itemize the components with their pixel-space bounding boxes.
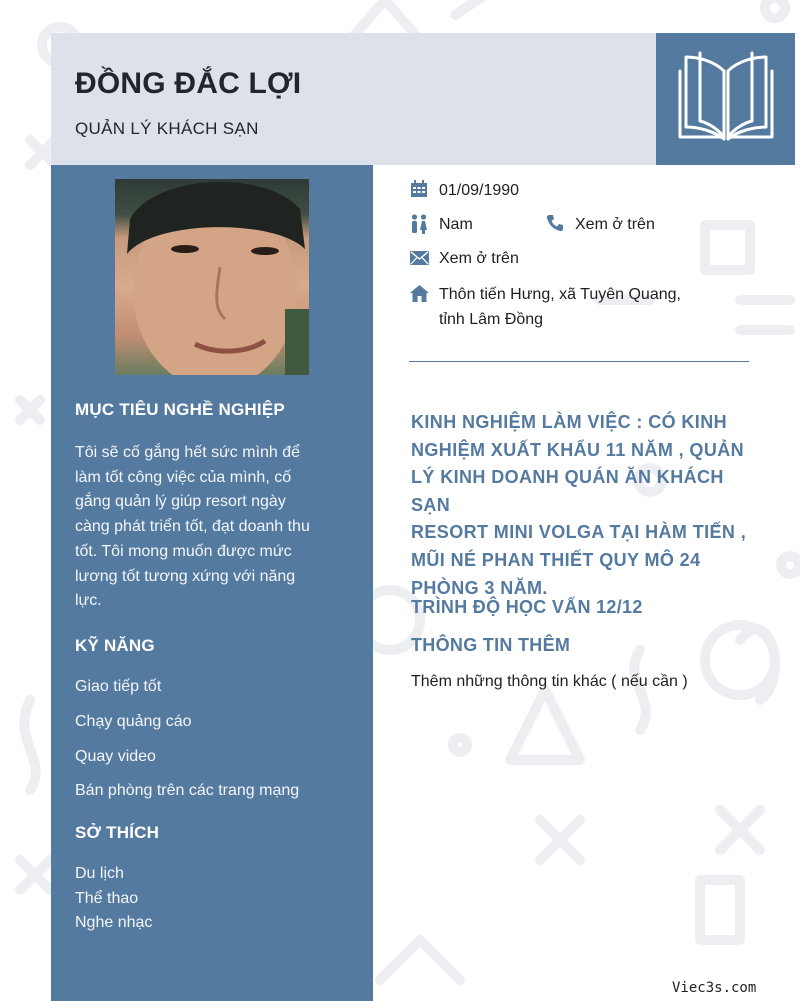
phone-icon [546, 214, 564, 232]
candidate-name: ĐỒNG ĐẮC LỢI [75, 67, 302, 100]
objective-line: Tôi sẽ cố gắng hết sức mình để [75, 444, 301, 461]
objective-text [75, 441, 336, 614]
skill-item: Giao tiếp tốt [75, 678, 162, 695]
objective-line: càng phát triển tốt, đạt doanh thu [75, 518, 310, 536]
experience-line: PHÒNG 3 NĂM. [411, 577, 548, 598]
watermark: Viec3s.com [672, 980, 757, 996]
book-icon-box [656, 33, 795, 165]
sidebar [51, 165, 373, 1001]
header-bar [51, 33, 656, 165]
hobby-item: Du lịch [75, 865, 124, 882]
address-line: tỉnh Lâm Đồng [439, 311, 544, 328]
skill-item: Quay video [75, 748, 156, 765]
experience-line: KINH NGHIỆM LÀM VIỆC : CÓ KINH [411, 412, 727, 432]
skill-item: Bán phòng trên các trang mạng [75, 782, 300, 799]
home-icon [410, 285, 429, 302]
experience-line: MŨI NÉ PHAN THIẾT QUY MÔ 24 [411, 549, 701, 570]
objective-line: làm tốt công việc của mình, cố [75, 468, 292, 486]
gender: Nam [439, 216, 473, 233]
objective-line: lương tốt tương xứng với năng [75, 567, 296, 585]
extra-info-heading: THÔNG TIN THÊM [411, 635, 571, 655]
hobby-item: Nghe nhạc [75, 914, 153, 931]
experience-line: RESORT MINI VOLGA TẠI HÀM TIẾN , [411, 522, 747, 543]
section-divider [409, 361, 749, 362]
hobbies-heading: SỞ THÍCH [75, 823, 160, 842]
hobby-item: Thể thao [75, 890, 139, 907]
phone: Xem ở trên [575, 216, 655, 233]
birthday: 01/09/1990 [439, 182, 520, 199]
email-icon [410, 251, 429, 265]
education-heading: TRÌNH ĐỘ HỌC VẤN 12/12 [411, 597, 643, 617]
gender-icon [410, 214, 428, 234]
experience-text [411, 409, 761, 602]
objective-line: gắng quản lý giúp resort ngày [75, 493, 286, 511]
address-line: Thôn tiến Hưng, xã Tuyên Quang, [439, 286, 681, 303]
extra-info-text: Thêm những thông tin khác ( nếu cần ) [411, 673, 688, 690]
objective-heading: MỤC TIÊU NGHỀ NGHIỆP [75, 400, 285, 419]
skill-item: Chạy quảng cáo [75, 713, 192, 730]
experience-line: LÝ KINH DOANH QUÁN ĂN KHÁCH SẠN [411, 467, 724, 515]
profile-photo [115, 179, 309, 375]
book-icon [678, 51, 774, 143]
skills-heading: KỸ NĂNG [75, 636, 155, 655]
objective-line: tốt. Tôi mong muốn được mức [75, 542, 292, 560]
job-title: QUẢN LÝ KHÁCH SẠN [75, 119, 259, 138]
calendar-icon [410, 180, 428, 198]
objective-line: lực. [75, 592, 102, 610]
email: Xem ở trên [439, 250, 519, 267]
experience-line: NGHIỆM XUẤT KHẨU 11 NĂM , QUẢN [411, 439, 745, 460]
